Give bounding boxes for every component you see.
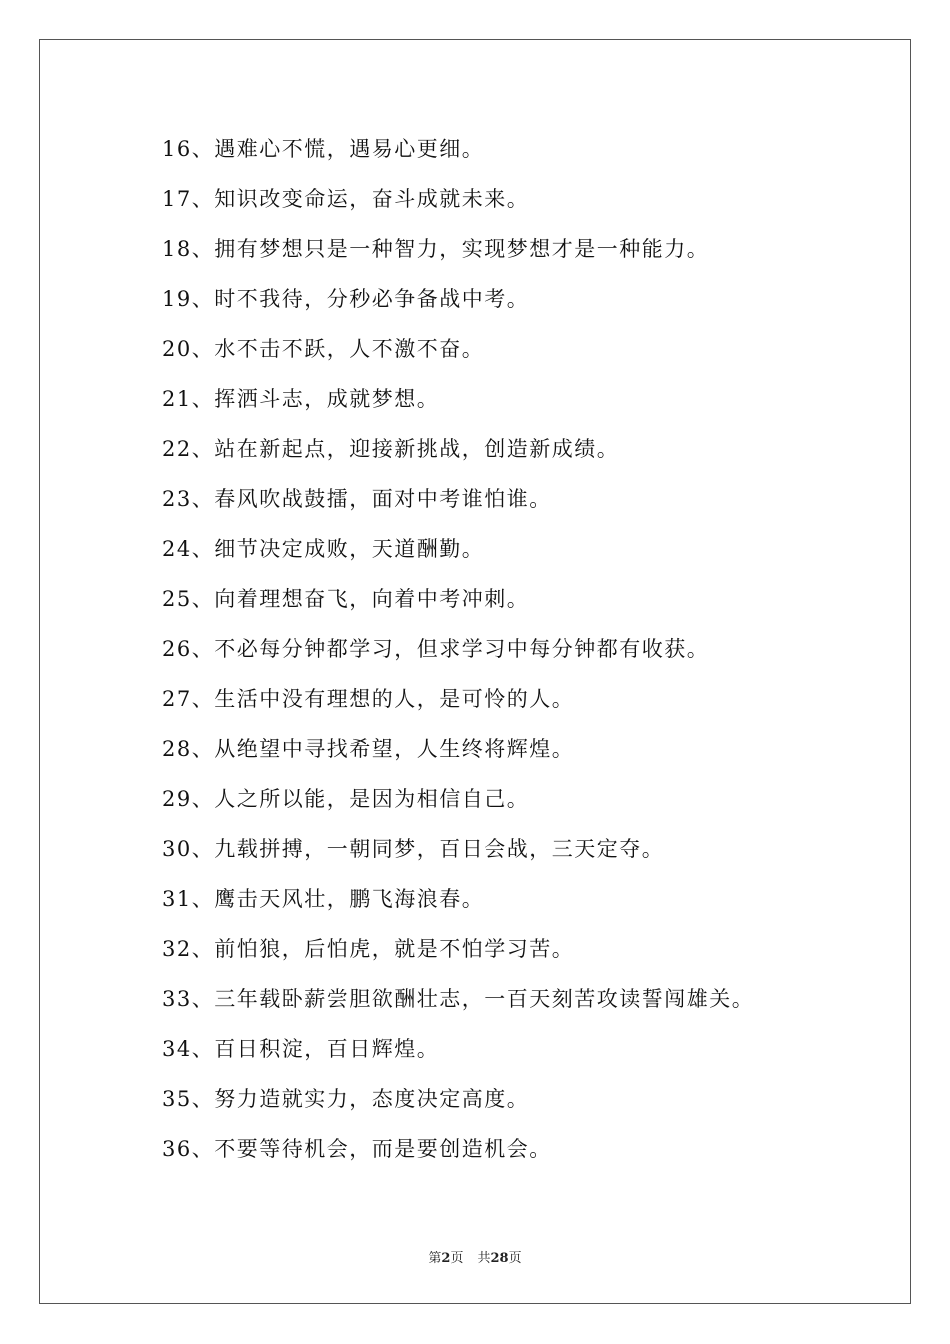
total-suffix: 页 <box>508 1251 522 1266</box>
list-item: 33、三年载卧薪尝胆欲酬壮志，一百天刻苦攻读誓闯雄关。 <box>162 987 755 1011</box>
list-item: 21、挥洒斗志，成就梦想。 <box>162 387 440 411</box>
list-item: 25、向着理想奋飞，向着中考冲刺。 <box>162 587 530 611</box>
page-prefix: 第 <box>428 1251 442 1266</box>
list-item: 19、时不我待，分秒必争备战中考。 <box>162 287 530 311</box>
list-item: 17、知识改变命运，奋斗成就未来。 <box>162 187 530 211</box>
page-footer <box>0 1247 950 1266</box>
list-item: 30、九载拼搏，一朝同梦，百日会战，三天定夺。 <box>162 837 665 861</box>
page-suffix: 页 <box>450 1251 464 1266</box>
page-total <box>477 1251 521 1266</box>
list-item: 35、努力造就实力，态度决定高度。 <box>162 1087 530 1111</box>
page-number <box>428 1251 463 1266</box>
current-page: 2 <box>441 1251 451 1266</box>
list-item: 16、遇难心不慌，遇易心更细。 <box>162 137 485 161</box>
list-item: 27、生活中没有理想的人，是可怜的人。 <box>162 687 575 711</box>
total-pages: 28 <box>490 1251 509 1266</box>
total-prefix: 共 <box>477 1251 491 1266</box>
list-item: 18、拥有梦想只是一种智力，实现梦想才是一种能力。 <box>162 237 710 261</box>
list-item: 34、百日积淀，百日辉煌。 <box>162 1037 440 1061</box>
list-item: 32、前怕狼，后怕虎，就是不怕学习苦。 <box>162 937 575 961</box>
list-item: 23、春风吹战鼓擂，面对中考谁怕谁。 <box>162 487 552 511</box>
list-item: 31、鹰击天风壮，鹏飞海浪春。 <box>162 887 485 911</box>
list-item: 28、从绝望中寻找希望，人生终将辉煌。 <box>162 737 575 761</box>
quote-list <box>162 131 882 1181</box>
list-item: 26、不必每分钟都学习，但求学习中每分钟都有收获。 <box>162 637 710 661</box>
list-item: 36、不要等待机会，而是要创造机会。 <box>162 1137 552 1161</box>
list-item: 22、站在新起点，迎接新挑战，创造新成绩。 <box>162 437 620 461</box>
list-item: 24、细节决定成败，天道酬勤。 <box>162 537 485 561</box>
list-item: 29、人之所以能，是因为相信自己。 <box>162 787 530 811</box>
list-item: 20、水不击不跃，人不激不奋。 <box>162 337 485 361</box>
